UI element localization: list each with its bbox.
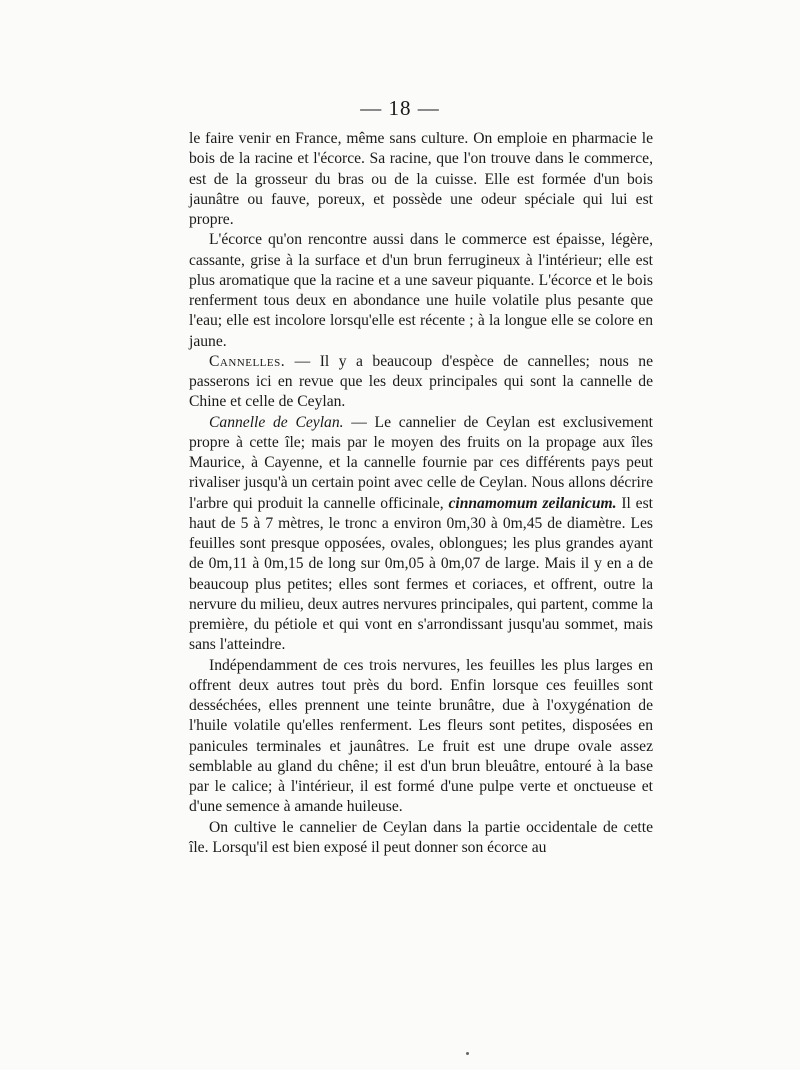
page-number: — 18 —: [360, 96, 440, 120]
paragraph-1: le faire venir en France, même sans culture. On emploie en pharmacie le bois de la racine et l'écorce. Sa racine, que l'on trouve dans le commerce, est de la grosseur du bras ou de la cuisse. Elle est formée d'un bois jaunâtre ou fauve, poreux, et possède une odeur spéciale qui lui est propre.: [189, 130, 653, 228]
paragraph-2: L'écorce qu'on rencontre aussi dans le commerce est épaisse, légère, cassante, grise à la surface et d'un brun ferrugineux à l'intérieur; elle est plus aromatique que la racine et a une saveur piquante. L'écorce et le bois renferment tous deux en abondance une huile volatile plus pesante que l'eau; elle est incolore lorsqu'elle est récente ; à la longue elle se colore en jaune.: [189, 231, 653, 350]
body-text: [189, 129, 653, 858]
paper-speck: [466, 1052, 469, 1055]
paragraph-5: Indépendamment de ces trois nervures, les feuilles les plus larges en offrent deux autres tout près du bord. Enfin lorsque ces feuilles sont desséchées, elles prennent une teinte brunâtre, due à l'oxygénation de l'huile volatile qu'elles renferment. Les fleurs sont petites, disposées en panicules terminales et jaunâtres. Le fruit est une drupe ovale assez semblable au gland du chêne; il est d'un brun bleuâtre, entouré à la base par le calice; à l'intérieur, il est formé d'une pulpe verte et onctueuse et d'une semence à amande huileuse.: [189, 656, 653, 816]
paragraph-cannelles-text: — Il y a beaucoup d'espèce de cannelles; nous ne passerons ici en revue que les deux principales qui sont la cannelle de Chine et celle de Ceylan.: [189, 352, 653, 411]
section-heading-cannelle-ceylan: Cannelle de Ceylan.: [209, 413, 344, 431]
species-name: cinnamomum zeilanicum.: [448, 494, 617, 512]
paragraph-6: On cultive le cannelier de Ceylan dans la partie occidentale de cette île. Lorsqu'il est bien exposé il peut donner son écorce au: [189, 818, 653, 856]
paragraph-cannelles: [189, 352, 653, 413]
paragraph-ceylan-text-a: — Le cannelier de Ceylan est exclusivement propre à cette île; mais par le moyen des fruits on la propage aux îles Maurice, à Cayenne, et la cannelle fournie par ces différents pays peut rivaliser jusqu'à un certain point avec celle de Ceylan. Nous allons décrire l'arbre qui produit la cannelle officinale,: [189, 413, 653, 512]
section-heading-cannelles: Cannelles.: [209, 352, 286, 370]
paragraph-cannelle-ceylan: [189, 413, 653, 656]
paragraph-ceylan-text-b: Il est haut de 5 à 7 mètres, le tronc a environ 0m,30 à 0m,45 de diamètre. Les feuilles sont presque opposées, ovales, oblongues; les plus grandes ayant de 0m,11 à 0m,15 de long sur 0m,05 à 0m,07 de large. Mais il y en a de beaucoup plus petites; elles sont fermes et coriaces, et offrent, outre la nervure du milieu, deux autres nervures principales, qui partent, comme la première, du pétiole et qui vont en s'arrondissant jusqu'au sommet, mais sans l'atteindre.: [189, 494, 653, 654]
